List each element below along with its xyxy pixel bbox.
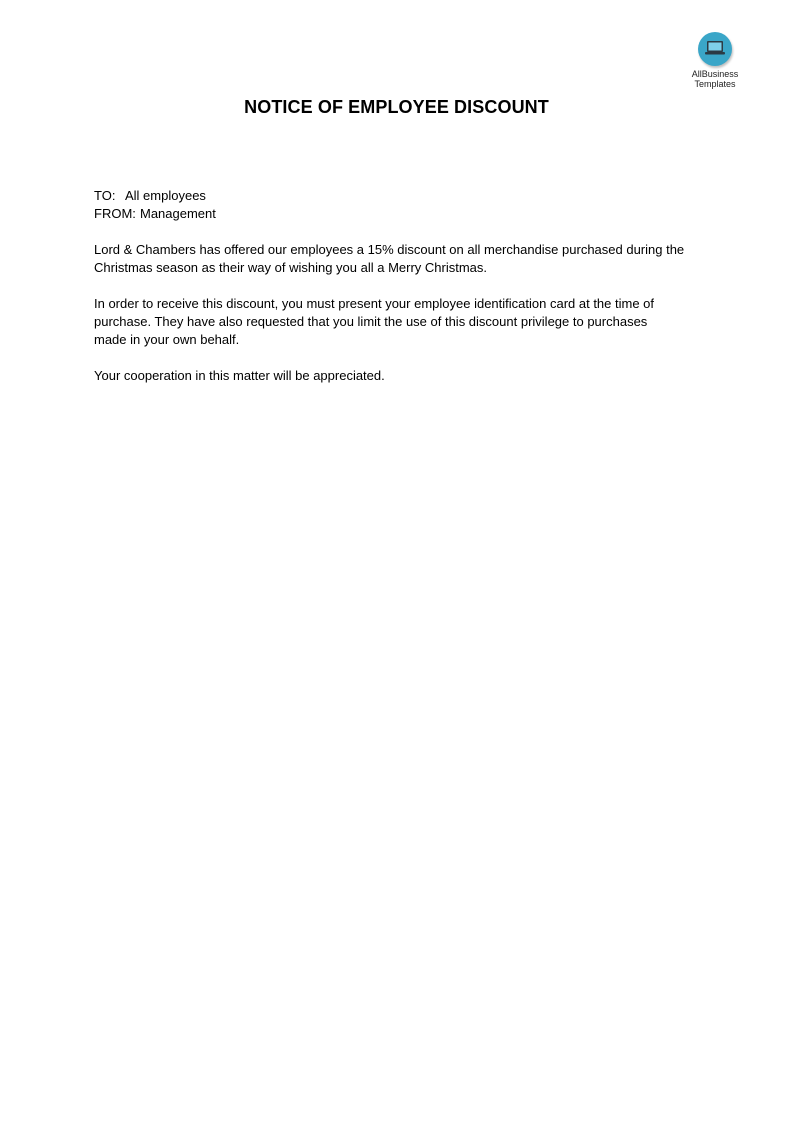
paragraph-line: Christmas season as their way of wishing you all a Merry Christmas. xyxy=(94,260,488,275)
logo-badge xyxy=(698,32,732,66)
logo-text xyxy=(680,69,750,89)
to-line xyxy=(94,187,709,205)
paragraph-closing: Your cooperation in this matter will be appreciated. xyxy=(94,368,385,383)
paragraph-line: purchase. They have also requested that you limit the use of this discount privilege to purchases xyxy=(94,314,648,329)
from-value: Management xyxy=(140,206,216,221)
document-body xyxy=(94,187,709,385)
document-title: NOTICE OF EMPLOYEE DISCOUNT xyxy=(244,97,549,117)
paragraph-discount-offer xyxy=(94,241,709,277)
from-line xyxy=(94,205,709,223)
logo-text-line1: AllBusiness xyxy=(691,69,739,79)
from-label: FROM: xyxy=(94,206,136,221)
paragraph-requirements xyxy=(94,295,709,349)
spacer xyxy=(94,277,709,295)
spacer xyxy=(94,349,709,367)
to-value: All employees xyxy=(125,188,206,203)
laptop-icon xyxy=(698,32,732,66)
paragraph-line: Lord & Chambers has offered our employees a 15% discount on all merchandise purchased during the xyxy=(94,242,685,257)
allbusiness-templates-logo[interactable] xyxy=(680,32,750,89)
paragraph-line: made in your own behalf. xyxy=(94,332,240,347)
paragraph-line: In order to receive this discount, you must present your employee identification card at the time of xyxy=(94,296,655,311)
logo-text-line2: Templates xyxy=(694,79,736,89)
spacer xyxy=(94,223,709,241)
to-label: TO: xyxy=(94,188,116,203)
